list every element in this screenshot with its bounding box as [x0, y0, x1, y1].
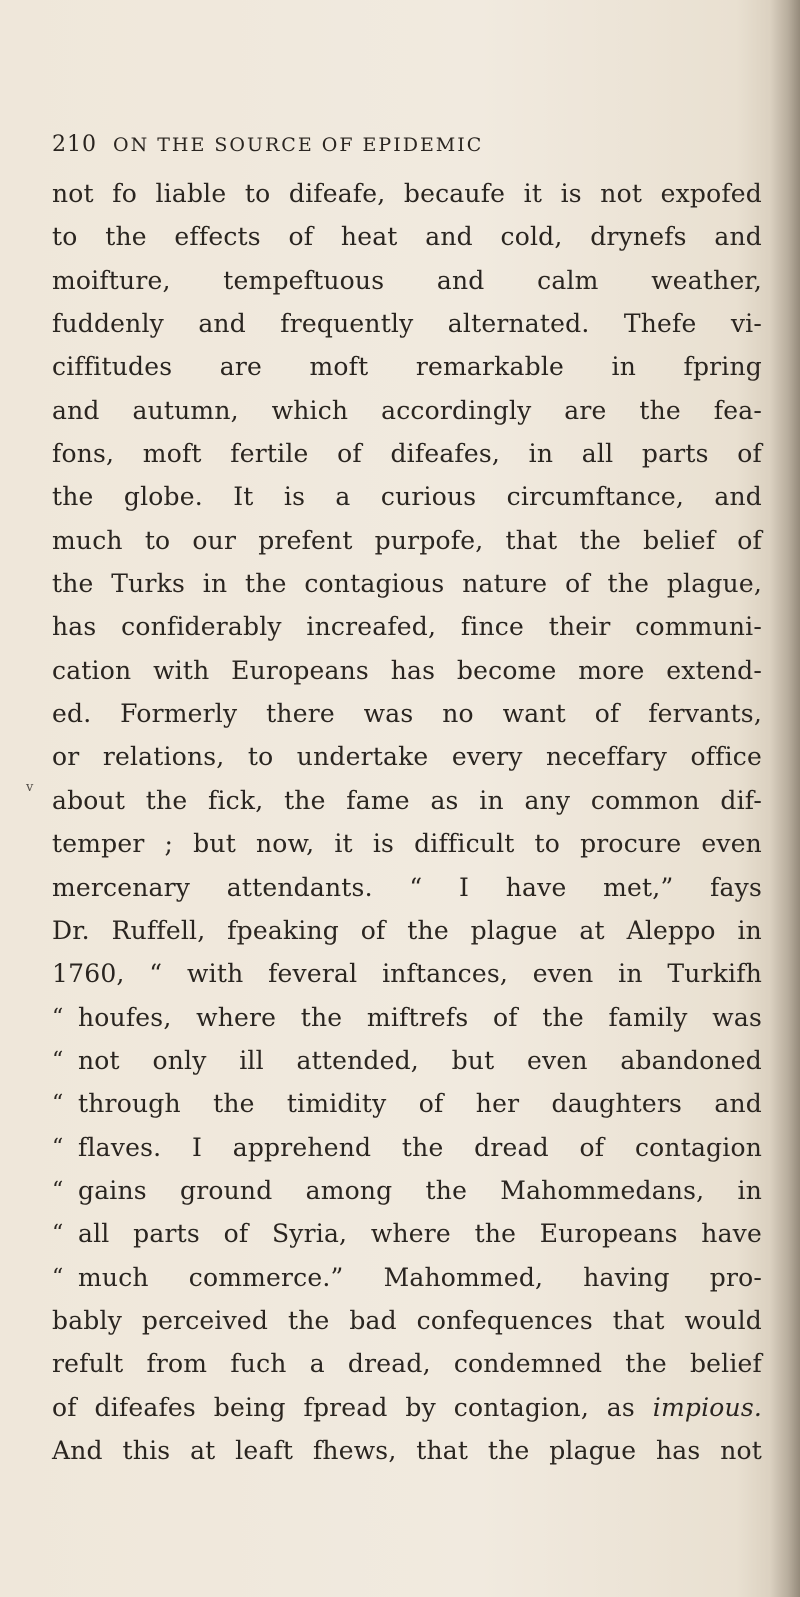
line-text: much to our prefent purpofe, that the belief of — [52, 525, 762, 555]
text-line — [52, 259, 762, 302]
quote-mark: “ — [52, 1047, 64, 1073]
text-line — [52, 345, 762, 388]
text-line — [52, 822, 762, 865]
line-text: bably perceived the bad confequences that would — [52, 1305, 762, 1335]
line-text: moifture, tempeftuous and calm weather, — [52, 265, 762, 295]
line-text: of difeafes being fpread by contagion, as — [52, 1392, 635, 1422]
body-text — [52, 172, 762, 1472]
line-text: cation with Europeans has become more extend- — [52, 655, 762, 685]
line-text: ciffitudes are moft remarkable in fpring — [52, 352, 762, 382]
margin-mark: v — [26, 780, 34, 795]
text-line — [52, 1082, 762, 1125]
line-text: flaves. I apprehend the dread of contagion — [78, 1132, 762, 1162]
text-line — [52, 1429, 762, 1472]
quote-mark: “ — [52, 1134, 64, 1160]
text-line — [52, 1299, 762, 1342]
line-text: not only ill attended, but even abandoned — [78, 1045, 762, 1075]
running-head — [52, 132, 752, 162]
line-text: or relations, to undertake every neceffary office — [52, 742, 762, 772]
text-line — [52, 779, 762, 822]
line-text: houfes, where the miftrefs of the family was — [78, 1002, 762, 1032]
page-edge-shadow — [770, 0, 800, 1597]
italic-word: impious. — [652, 1392, 762, 1422]
text-line — [52, 909, 762, 952]
line-text: fons, moft fertile of difeafes, in all parts of — [52, 439, 762, 469]
text-line — [52, 519, 762, 562]
line-text: through the timidity of her daughters and — [78, 1089, 762, 1119]
page-number: 210 — [52, 132, 97, 157]
line-text: gains ground among the Mahommedans, in — [78, 1175, 762, 1205]
line-text: Dr. Ruffell, fpeaking of the plague at Aleppo in — [52, 915, 762, 945]
text-line — [52, 475, 762, 518]
line-text: much commerce.” Mahommed, having pro- — [78, 1262, 762, 1292]
text-line — [52, 302, 762, 345]
line-text: fuddenly and frequently alternated. Thefe vi- — [52, 309, 762, 339]
text-line — [52, 1386, 762, 1429]
text-line — [52, 866, 762, 909]
text-line — [52, 1169, 762, 1212]
text-line — [52, 735, 762, 778]
text-line — [52, 1039, 762, 1082]
line-text: And this at leaft fhews, that the plague has not — [52, 1435, 762, 1465]
text-line — [52, 1126, 762, 1169]
line-text: about the fick, the fame as in any common dif- — [52, 785, 762, 815]
line-text: the Turks in the contagious nature of the plague, — [52, 569, 762, 599]
line-text: 1760, “ with feveral inftances, even in Turkifh — [52, 959, 762, 989]
text-line — [52, 562, 762, 605]
line-text: ed. Formerly there was no want of fervants, — [52, 699, 762, 729]
text-line — [52, 649, 762, 692]
quote-mark: “ — [52, 1177, 64, 1203]
text-line — [52, 605, 762, 648]
line-text: not fo liable to difeafe, becaufe it is not expofed — [52, 179, 762, 208]
quote-mark: “ — [52, 1091, 64, 1117]
line-text: mercenary attendants. “ I have met,” fays — [52, 872, 762, 902]
quote-mark: “ — [52, 1264, 64, 1290]
line-text: and autumn, which accordingly are the fea- — [52, 395, 762, 425]
text-line — [52, 432, 762, 475]
text-line — [52, 952, 762, 995]
text-line — [52, 172, 762, 215]
text-line — [52, 215, 762, 258]
quote-mark: “ — [52, 1221, 64, 1247]
text-line — [52, 692, 762, 735]
line-text: temper ; but now, it is difficult to procure even — [52, 829, 762, 859]
text-line — [52, 1256, 762, 1299]
line-text: the globe. It is a curious circumftance, and — [52, 482, 762, 512]
line-text: to the effects of heat and cold, drynefs and — [52, 222, 762, 252]
running-head-title: ON THE SOURCE OF EPIDEMIC — [113, 134, 484, 156]
quote-mark: “ — [52, 1004, 64, 1030]
text-line — [52, 389, 762, 432]
line-text: all parts of Syria, where the Europeans have — [78, 1219, 762, 1249]
text-line — [52, 996, 762, 1039]
line-text: refult from fuch a dread, condemned the belief — [52, 1349, 762, 1379]
text-line — [52, 1212, 762, 1255]
line-text: has confiderably increafed, fince their communi- — [52, 612, 762, 642]
text-line — [52, 1342, 762, 1385]
